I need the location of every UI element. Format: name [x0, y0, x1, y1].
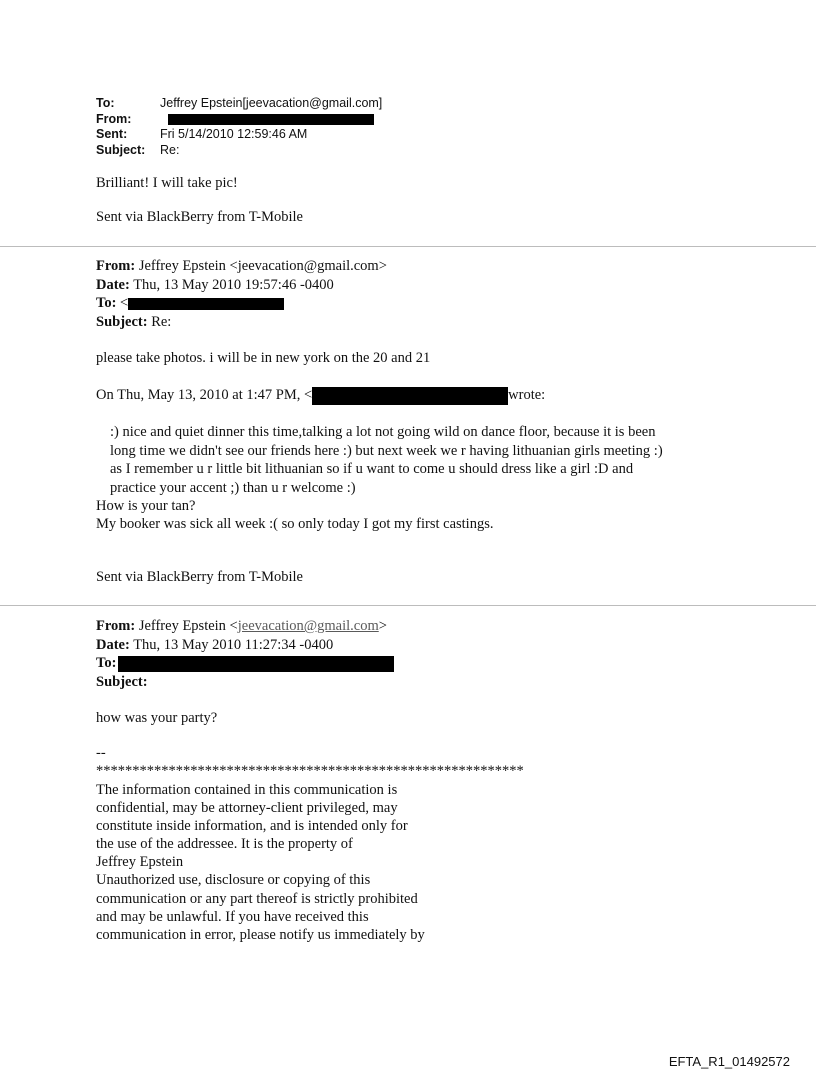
quote-line: as I remember u r little bit lithuanian so if u want to come u should dress like a girl :D and — [110, 461, 634, 477]
subject-label: Subject: — [96, 673, 148, 690]
disclaimer-line: and may be unlawful. If you have received this — [96, 908, 369, 925]
subject-label: Subject: — [96, 142, 146, 157]
from-close: > — [378, 618, 387, 634]
disclaimer-line: communication or any part thereof is strictly prohibited — [96, 890, 418, 907]
email2-tan-line: How is your tan? — [96, 498, 196, 514]
email2-signature: Sent via BlackBerry from T-Mobile — [96, 569, 303, 585]
email3-date-row — [96, 636, 394, 655]
email3-to-row — [96, 654, 394, 673]
sent-label: Sent: — [96, 127, 128, 141]
quote-line: practice your accent ;) than u r welcome :) — [110, 479, 356, 496]
to-label: To: — [96, 295, 117, 311]
redaction-bar — [128, 298, 284, 310]
email2-date-row — [96, 276, 387, 295]
email2-body: please take photos. i will be in new york on the 20 and 21 — [96, 350, 431, 366]
stars-line: *********************************************************** — [96, 763, 524, 779]
disclaimer — [96, 781, 425, 944]
email-link[interactable]: jeevacation@gmail.com — [237, 618, 379, 634]
email1-subject-row — [96, 143, 382, 159]
redaction-bar — [168, 114, 374, 125]
email2-quote — [110, 423, 663, 497]
email2-header — [96, 257, 387, 331]
from-label: From: — [96, 258, 136, 274]
from-name: Jeffrey Epstein < — [138, 618, 238, 634]
subject-label: Subject: — [96, 313, 148, 330]
disclaimer-line: The information contained in this communication is — [96, 782, 398, 798]
subject-value: Re: — [160, 142, 180, 157]
email3-header — [96, 617, 394, 691]
disclaimer-line: the use of the addressee. It is the property of — [96, 836, 353, 853]
disclaimer-line: Unauthorized use, disclosure or copying of this — [96, 872, 371, 889]
signature-dashes: -- — [96, 745, 106, 761]
disclaimer-line: constitute inside information, and is intended only for — [96, 818, 408, 835]
redaction-bar — [312, 387, 508, 405]
email2-booker-line: My booker was sick all week :( so only today I got my first castings. — [96, 516, 494, 532]
from-label: From: — [96, 618, 136, 634]
disclaimer-line: Jeffrey Epstein — [96, 854, 184, 871]
to-value: Jeffrey Epstein[jeevacation@gmail.com] — [160, 96, 383, 110]
on-prefix: On Thu, May 13, 2010 at 1:47 PM, < — [96, 387, 313, 403]
email1-to-row — [96, 96, 382, 112]
email1-from-row — [96, 112, 382, 128]
to-label: To: — [96, 655, 117, 671]
quote-line: long time we didn't see our friends here :) but next week we r having lithuanian girls meeting :) — [110, 442, 663, 459]
disclaimer-line: communication in error, please notify us immediately by — [96, 926, 425, 943]
subject-value: Re: — [151, 313, 172, 330]
email2-on-wrote-line — [96, 386, 545, 405]
date-label: Date: — [96, 276, 130, 293]
sent-value: Fri 5/14/2010 12:59:46 AM — [160, 127, 308, 141]
date-value: Thu, 13 May 2010 11:27:34 -0400 — [133, 636, 334, 653]
quote-line: :) nice and quiet dinner this time,talking a lot not going wild on dance floor, because it is been — [110, 424, 656, 440]
email2-to-row — [96, 294, 387, 313]
disclaimer-line: confidential, may be attorney-client privileged, may — [96, 800, 398, 817]
on-suffix: wrote: — [508, 387, 546, 403]
email3-from-row — [96, 617, 394, 636]
from-label: From: — [96, 111, 132, 126]
from-value: Jeffrey Epstein <jeevacation@gmail.com> — [138, 258, 387, 274]
email3-subject-row — [96, 673, 394, 692]
email3-body: how was your party? — [96, 710, 218, 726]
email1-signature: Sent via BlackBerry from T-Mobile — [96, 209, 303, 225]
to-prefix: < — [120, 295, 129, 311]
email1-sent-row — [96, 127, 382, 143]
email1-body: Brilliant! I will take pic! — [96, 175, 238, 191]
email2-from-row — [96, 257, 387, 276]
divider — [0, 605, 816, 606]
date-value: Thu, 13 May 2010 19:57:46 -0400 — [133, 276, 334, 293]
date-label: Date: — [96, 636, 130, 653]
to-label: To: — [96, 96, 115, 110]
email2-subject-row — [96, 313, 387, 332]
email1-header — [96, 96, 382, 158]
document-id: EFTA_R1_01492572 — [668, 1054, 790, 1069]
divider — [0, 246, 816, 247]
redaction-bar — [118, 656, 394, 672]
